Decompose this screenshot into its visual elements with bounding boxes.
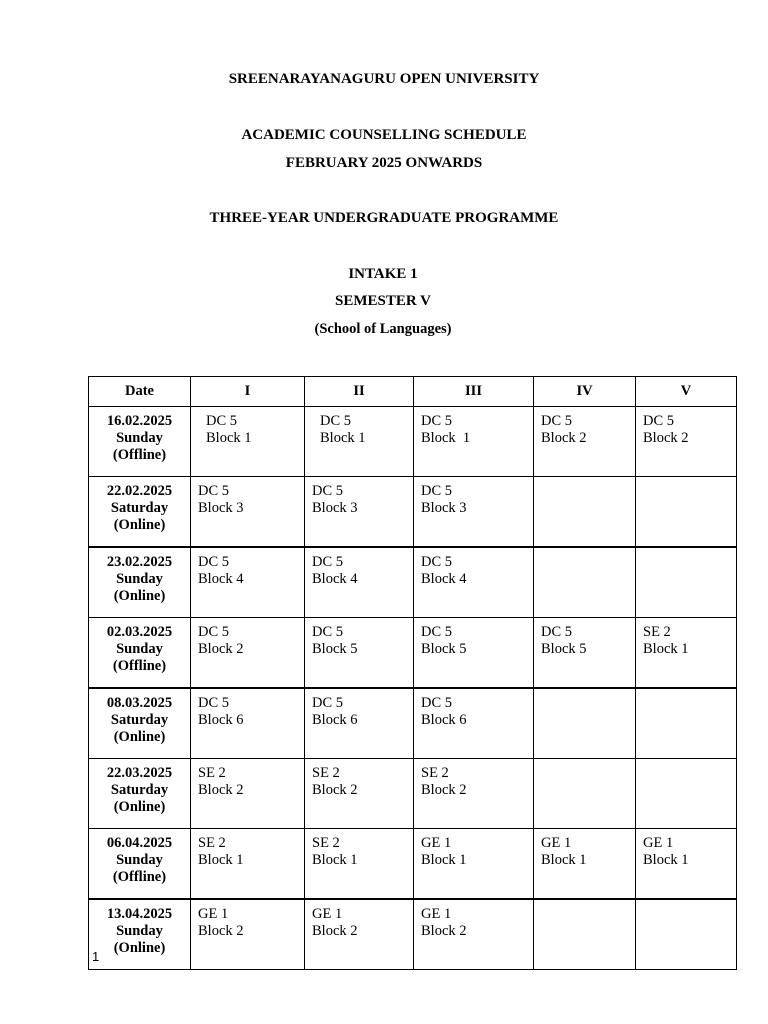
course-code: SE 2 xyxy=(312,765,340,781)
schedule-cell xyxy=(636,547,737,618)
course-code: DC 5 xyxy=(312,554,344,570)
course-block: Block 1 xyxy=(312,852,358,868)
schedule-cell xyxy=(191,547,305,618)
session-day: Saturday xyxy=(110,500,169,516)
schedule-cell xyxy=(305,618,414,689)
course-code: GE 1 xyxy=(643,835,674,851)
course-block: Block 2 xyxy=(198,782,244,798)
course-block: Block 5 xyxy=(421,641,467,657)
date-cell xyxy=(89,547,191,618)
session-date: 13.04.2025 xyxy=(106,906,173,922)
course-code: GE 1 xyxy=(312,906,343,922)
session-date: 22.02.2025 xyxy=(106,483,173,499)
session-mode: (Online) xyxy=(113,729,166,745)
page-number: 1 xyxy=(92,949,100,964)
schedule-cell xyxy=(191,759,305,829)
schedule-cell xyxy=(414,618,534,689)
course-code: GE 1 xyxy=(421,835,452,851)
schedule-cell xyxy=(534,688,636,759)
table-row xyxy=(89,759,737,829)
session-day: Sunday xyxy=(116,852,163,868)
course-block: Block 1 xyxy=(421,430,471,446)
schedule-cell xyxy=(191,829,305,900)
schedule-cell xyxy=(305,899,414,970)
course-code: DC 5 xyxy=(320,413,352,429)
schedule-cell xyxy=(305,759,414,829)
schedule-cell xyxy=(191,407,305,477)
table-row xyxy=(89,407,737,477)
schedule-body xyxy=(89,407,737,970)
schedule-cell xyxy=(414,477,534,548)
course-code: DC 5 xyxy=(421,483,453,499)
course-block: Block 1 xyxy=(198,852,244,868)
session-date: 08.03.2025 xyxy=(106,695,173,711)
schedule-title: ACADEMIC COUNSELLING SCHEDULE xyxy=(241,127,527,143)
course-block: Block 3 xyxy=(198,500,244,516)
schedule-cell xyxy=(636,829,737,900)
schedule-cell xyxy=(414,899,534,970)
session-mode: (Offline) xyxy=(112,658,167,674)
course-code: DC 5 xyxy=(312,483,344,499)
table-row xyxy=(89,899,737,970)
course-code: SE 2 xyxy=(198,765,226,781)
course-code: SE 2 xyxy=(421,765,449,781)
schedule-cell xyxy=(636,407,737,477)
table-header-row xyxy=(89,377,737,407)
course-code: DC 5 xyxy=(198,554,230,570)
course-block: Block 6 xyxy=(198,712,244,728)
schedule-cell xyxy=(191,477,305,548)
course-block: Block 4 xyxy=(312,571,358,587)
column-header-iv: IV xyxy=(534,377,636,407)
course-code: SE 2 xyxy=(312,835,340,851)
table-row xyxy=(89,688,737,759)
course-block: Block 5 xyxy=(312,641,358,657)
schedule-cell xyxy=(414,829,534,900)
session-day: Sunday xyxy=(116,571,163,587)
course-code: DC 5 xyxy=(421,413,453,429)
course-code: GE 1 xyxy=(198,906,229,922)
semester-label: SEMESTER V xyxy=(334,293,431,309)
session-date: 23.02.2025 xyxy=(106,554,173,570)
course-block: Block 1 xyxy=(643,852,689,868)
course-block: Block 6 xyxy=(421,712,467,728)
schedule-cell xyxy=(636,477,737,548)
course-block: Block 2 xyxy=(198,923,244,939)
session-mode: (Online) xyxy=(113,799,166,815)
schedule-cell xyxy=(534,618,636,689)
schedule-cell xyxy=(191,618,305,689)
schedule-cell xyxy=(636,899,737,970)
session-mode: (Online) xyxy=(113,517,166,533)
table-row xyxy=(89,477,737,548)
table-row xyxy=(89,547,737,618)
course-block: Block 4 xyxy=(421,571,467,587)
course-block: Block 1 xyxy=(206,430,252,446)
date-cell xyxy=(89,618,191,689)
session-date: 06.04.2025 xyxy=(106,835,173,851)
course-block: Block 2 xyxy=(312,923,358,939)
course-block: Block 3 xyxy=(312,500,358,516)
programme-title: THREE-YEAR UNDERGRADUATE PROGRAMME xyxy=(209,210,559,226)
session-day: Sunday xyxy=(116,641,163,657)
column-header-i: I xyxy=(191,377,305,407)
course-block: Block 6 xyxy=(312,712,358,728)
course-code: SE 2 xyxy=(643,624,671,640)
course-block: Block 1 xyxy=(320,430,366,446)
session-mode: (Online) xyxy=(113,940,166,956)
course-code: DC 5 xyxy=(312,695,344,711)
course-code: DC 5 xyxy=(198,624,230,640)
course-block: Block 2 xyxy=(643,430,689,446)
intake-label: INTAKE 1 xyxy=(348,266,418,282)
schedule-cell xyxy=(636,688,737,759)
session-day: Saturday xyxy=(110,712,169,728)
schedule-cell xyxy=(305,829,414,900)
schedule-cell xyxy=(191,899,305,970)
course-code: DC 5 xyxy=(421,554,453,570)
course-block: Block 2 xyxy=(541,430,587,446)
schedule-cell xyxy=(534,407,636,477)
session-date: 02.03.2025 xyxy=(106,624,173,640)
session-day: Sunday xyxy=(116,923,163,939)
school-label: (School of Languages) xyxy=(314,321,452,337)
schedule-table xyxy=(88,376,737,970)
course-block: Block 3 xyxy=(421,500,467,516)
schedule-period: FEBRUARY 2025 ONWARDS xyxy=(285,155,483,171)
course-code: DC 5 xyxy=(421,695,453,711)
course-code: DC 5 xyxy=(198,483,230,499)
schedule-cell xyxy=(414,407,534,477)
schedule-cell xyxy=(305,477,414,548)
course-code: DC 5 xyxy=(206,413,238,429)
schedule-cell xyxy=(305,407,414,477)
course-code: DC 5 xyxy=(541,413,573,429)
schedule-cell xyxy=(534,547,636,618)
course-block: Block 5 xyxy=(541,641,587,657)
date-cell xyxy=(89,759,191,829)
schedule-cell xyxy=(534,829,636,900)
course-block: Block 2 xyxy=(312,782,358,798)
schedule-cell xyxy=(636,759,737,829)
column-header-v: V xyxy=(636,377,737,407)
course-code: GE 1 xyxy=(421,906,452,922)
date-cell xyxy=(89,477,191,548)
course-block: Block 1 xyxy=(421,852,467,868)
university-name: SREENARAYANAGURU OPEN UNIVERSITY xyxy=(228,71,540,87)
session-day: Sunday xyxy=(116,430,163,446)
schedule-cell xyxy=(534,899,636,970)
table-row xyxy=(89,618,737,689)
course-code: DC 5 xyxy=(198,695,230,711)
table-row xyxy=(89,829,737,900)
date-cell xyxy=(89,688,191,759)
schedule-cell xyxy=(636,618,737,689)
date-cell xyxy=(89,899,191,970)
session-mode: (Offline) xyxy=(112,869,167,885)
schedule-cell xyxy=(305,688,414,759)
schedule-cell xyxy=(191,688,305,759)
course-block: Block 1 xyxy=(541,852,587,868)
schedule-cell xyxy=(414,688,534,759)
date-cell xyxy=(89,407,191,477)
session-date: 22.03.2025 xyxy=(106,765,173,781)
schedule-cell xyxy=(305,547,414,618)
column-header-date: Date xyxy=(89,377,191,407)
column-header-iii: III xyxy=(414,377,534,407)
column-header-ii: II xyxy=(305,377,414,407)
course-code: DC 5 xyxy=(312,624,344,640)
course-code: SE 2 xyxy=(198,835,226,851)
schedule-cell xyxy=(534,759,636,829)
session-day: Saturday xyxy=(110,782,169,798)
course-block: Block 2 xyxy=(198,641,244,657)
session-mode: (Offline) xyxy=(112,447,167,463)
course-block: Block 4 xyxy=(198,571,244,587)
course-block: Block 2 xyxy=(421,923,467,939)
session-date: 16.02.2025 xyxy=(106,413,173,429)
schedule-cell xyxy=(414,547,534,618)
course-code: DC 5 xyxy=(541,624,573,640)
course-block: Block 1 xyxy=(643,641,689,657)
session-mode: (Online) xyxy=(113,588,166,604)
schedule-cell xyxy=(414,759,534,829)
date-cell xyxy=(89,829,191,900)
course-code: DC 5 xyxy=(643,413,675,429)
course-code: DC 5 xyxy=(421,624,453,640)
course-block: Block 2 xyxy=(421,782,467,798)
schedule-cell xyxy=(534,477,636,548)
course-code: GE 1 xyxy=(541,835,572,851)
